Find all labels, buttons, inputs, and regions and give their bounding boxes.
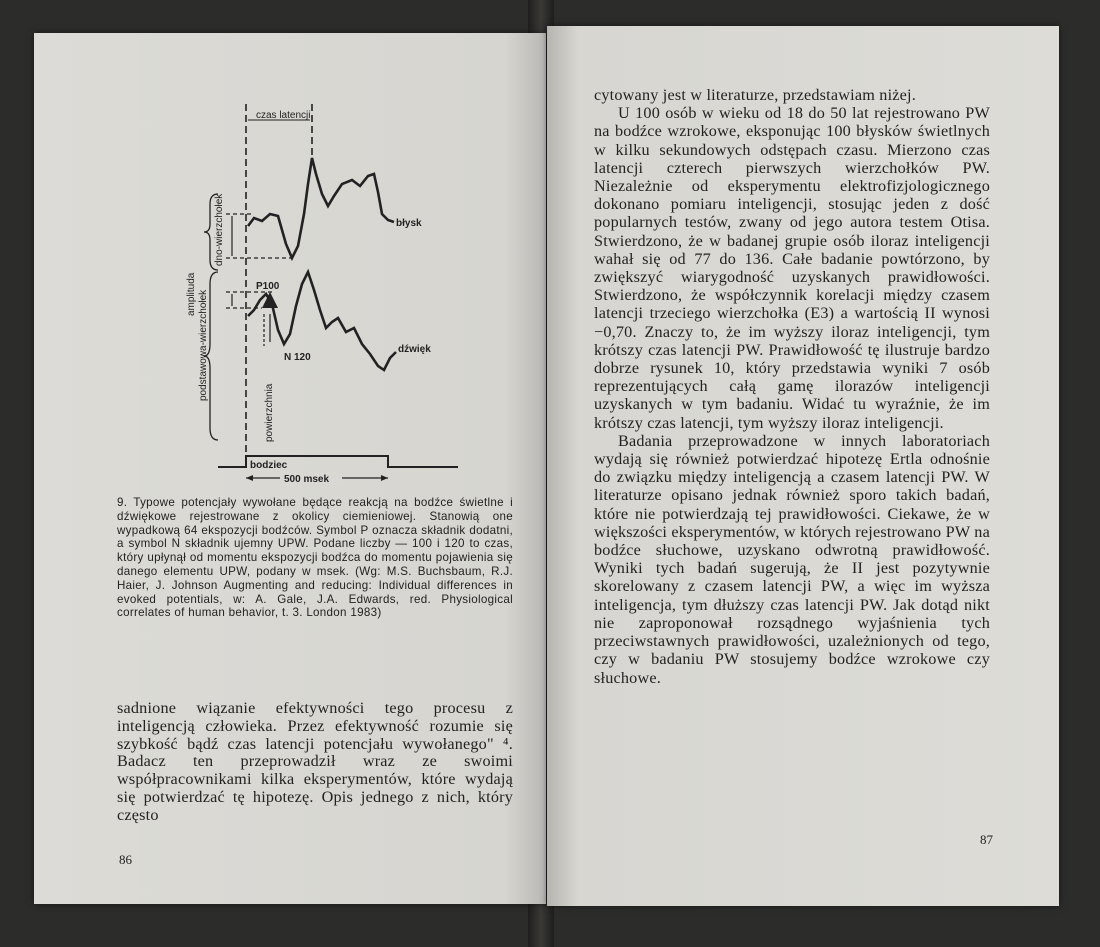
caption-text: 9. Typowe potencjały wywołane będące reakcją na bodźce świetlne i dźwiękowe rejestrowane z okolicy ciemieniowej. Stanowią one wypadkową 64 ekspozycji bodźców. Symbol P oznacza składnik dodatni, a symbol N składnik ujemny UPW. Podane liczby — 100 i 120 to czas, który upłynął od momentu ekspozycji bodźca do momentu pojawienia się danego elementu UPW, podany w msek. (Wg: M.S. Buchsbaum, R.J. Haier, J. Johnson Augmenting and reducing: Individual differences in evoked potentials, w: A. Gale, J.A. Edwards, red. Physiological correlates of human behavior, t. 3. London 1983) [117,496,513,620]
label-blysk: błysk [396,218,422,229]
label-p100: P100 [256,281,280,292]
right-paragraph-2: U 100 osób w wieku od 18 do 50 lat rejestrowano PW na bodźce wzrokowe, eksponując 100 błysków świetlnych w kilku sekundowych odstępach czasu. Mierzono czas latencji czterech pierwszych wierzchołków PW. Niezależnie od eksperymentu elektrofizjologicznego dokonano pomiaru inteligencji, stosując jeden z dość popularnych testów, zwany od jego autora testem Otisa. Stwierdzono, że w badanej grupie osób iloraz inteligencji wahał się od 77 do 136. Całe badanie powtórzono, by zwiększyć wiarygodność uzyskanych prawidłowości. Stwierdzono, że współczynnik korelacji między czasem latencji trzeciego wierzchołka (E3) a wartością II wynosi −0,70. Znaczy to, że im wyższy iloraz inteligencji, tym krótszy czas latencji PW. Prawidłowość tę ilustruje bardzo dobrze rysunek 10, który przedstawia wyniki 7 osób reprezentujących całą gamę ilorazów inteligencji uzyskanych w tym badaniu. Widać tu wyraźnie, że im krótszy czas latencji, tym wyższy iloraz inteligencji. [594,104,990,432]
right-paragraph-3: Badania przeprowadzone w innych laboratoriach wydają się również potwierdzać hipotezę Ertla odnośnie do związku między inteligencją a czasem latencji PW. W literaturze opisano jednak również sporo takich badań, które nie potwierdzają tej prawidłowości. Ciekawe, że w większości eksperymentów, w których rejestrowano PW na bodźce słuchowe, uzyskano odwrotną prawidłowość. Wyniki tych badań sugerują, że II jest pozytywnie skorelowany z czasem latencji PW, a więc im wyższa inteligencja, tym dłuższy czas latencji PW. Jak dotąd nikt nie zaproponował rozsądnego wyjaśnienia tych przeciwstawnych prawidłowości, uzależnionych od tego, czy w badaniu PW stosujemy bodźce wzrokowe czy słuchowe. [594,431,990,687]
flash-waveform [248,158,394,258]
label-powierzchnia: powierzchnia [264,383,275,442]
figure-caption [117,496,513,620]
left-body-text [117,700,513,825]
right-paragraph-1: cytowany jest w literaturze, przedstawiam niżej. [594,86,916,104]
left-paragraph: sadnione wiązanie efektywności tego procesu z inteligencją człowieka. Przez efektywność rozumie się szybkość bądź czas latencji potencjału wywołanego" ⁴. Badacz ten przeprowadził wraz ze swoimi współpracownikami kilka eksperymentów, które wydają się potwierdzać tę hipotezę. Opis jednego z nich, który często [117,699,513,824]
right-body-text [594,86,990,687]
label-bodziec: bodziec [250,460,288,471]
page-number-left: 86 [119,852,132,867]
evoked-potentials-figure [186,96,462,488]
label-dzwiek: dźwięk [398,344,431,355]
label-dno-wierzcholek: dno-wierzchołek [214,193,225,266]
duration-arrow-left-head [246,475,253,481]
figure-drawing [186,96,462,488]
page-number-right: 87 [980,832,993,847]
label-n120: N 120 [284,352,311,363]
label-podstawowa-wierzcholek: podstawowa-wierzchołek [198,289,209,401]
label-czas-latencji: czas latencji [256,110,311,121]
label-500-msek: 500 msek [284,474,330,485]
duration-arrow-right-head [381,475,388,481]
label-amplituda: amplituda [186,272,197,316]
